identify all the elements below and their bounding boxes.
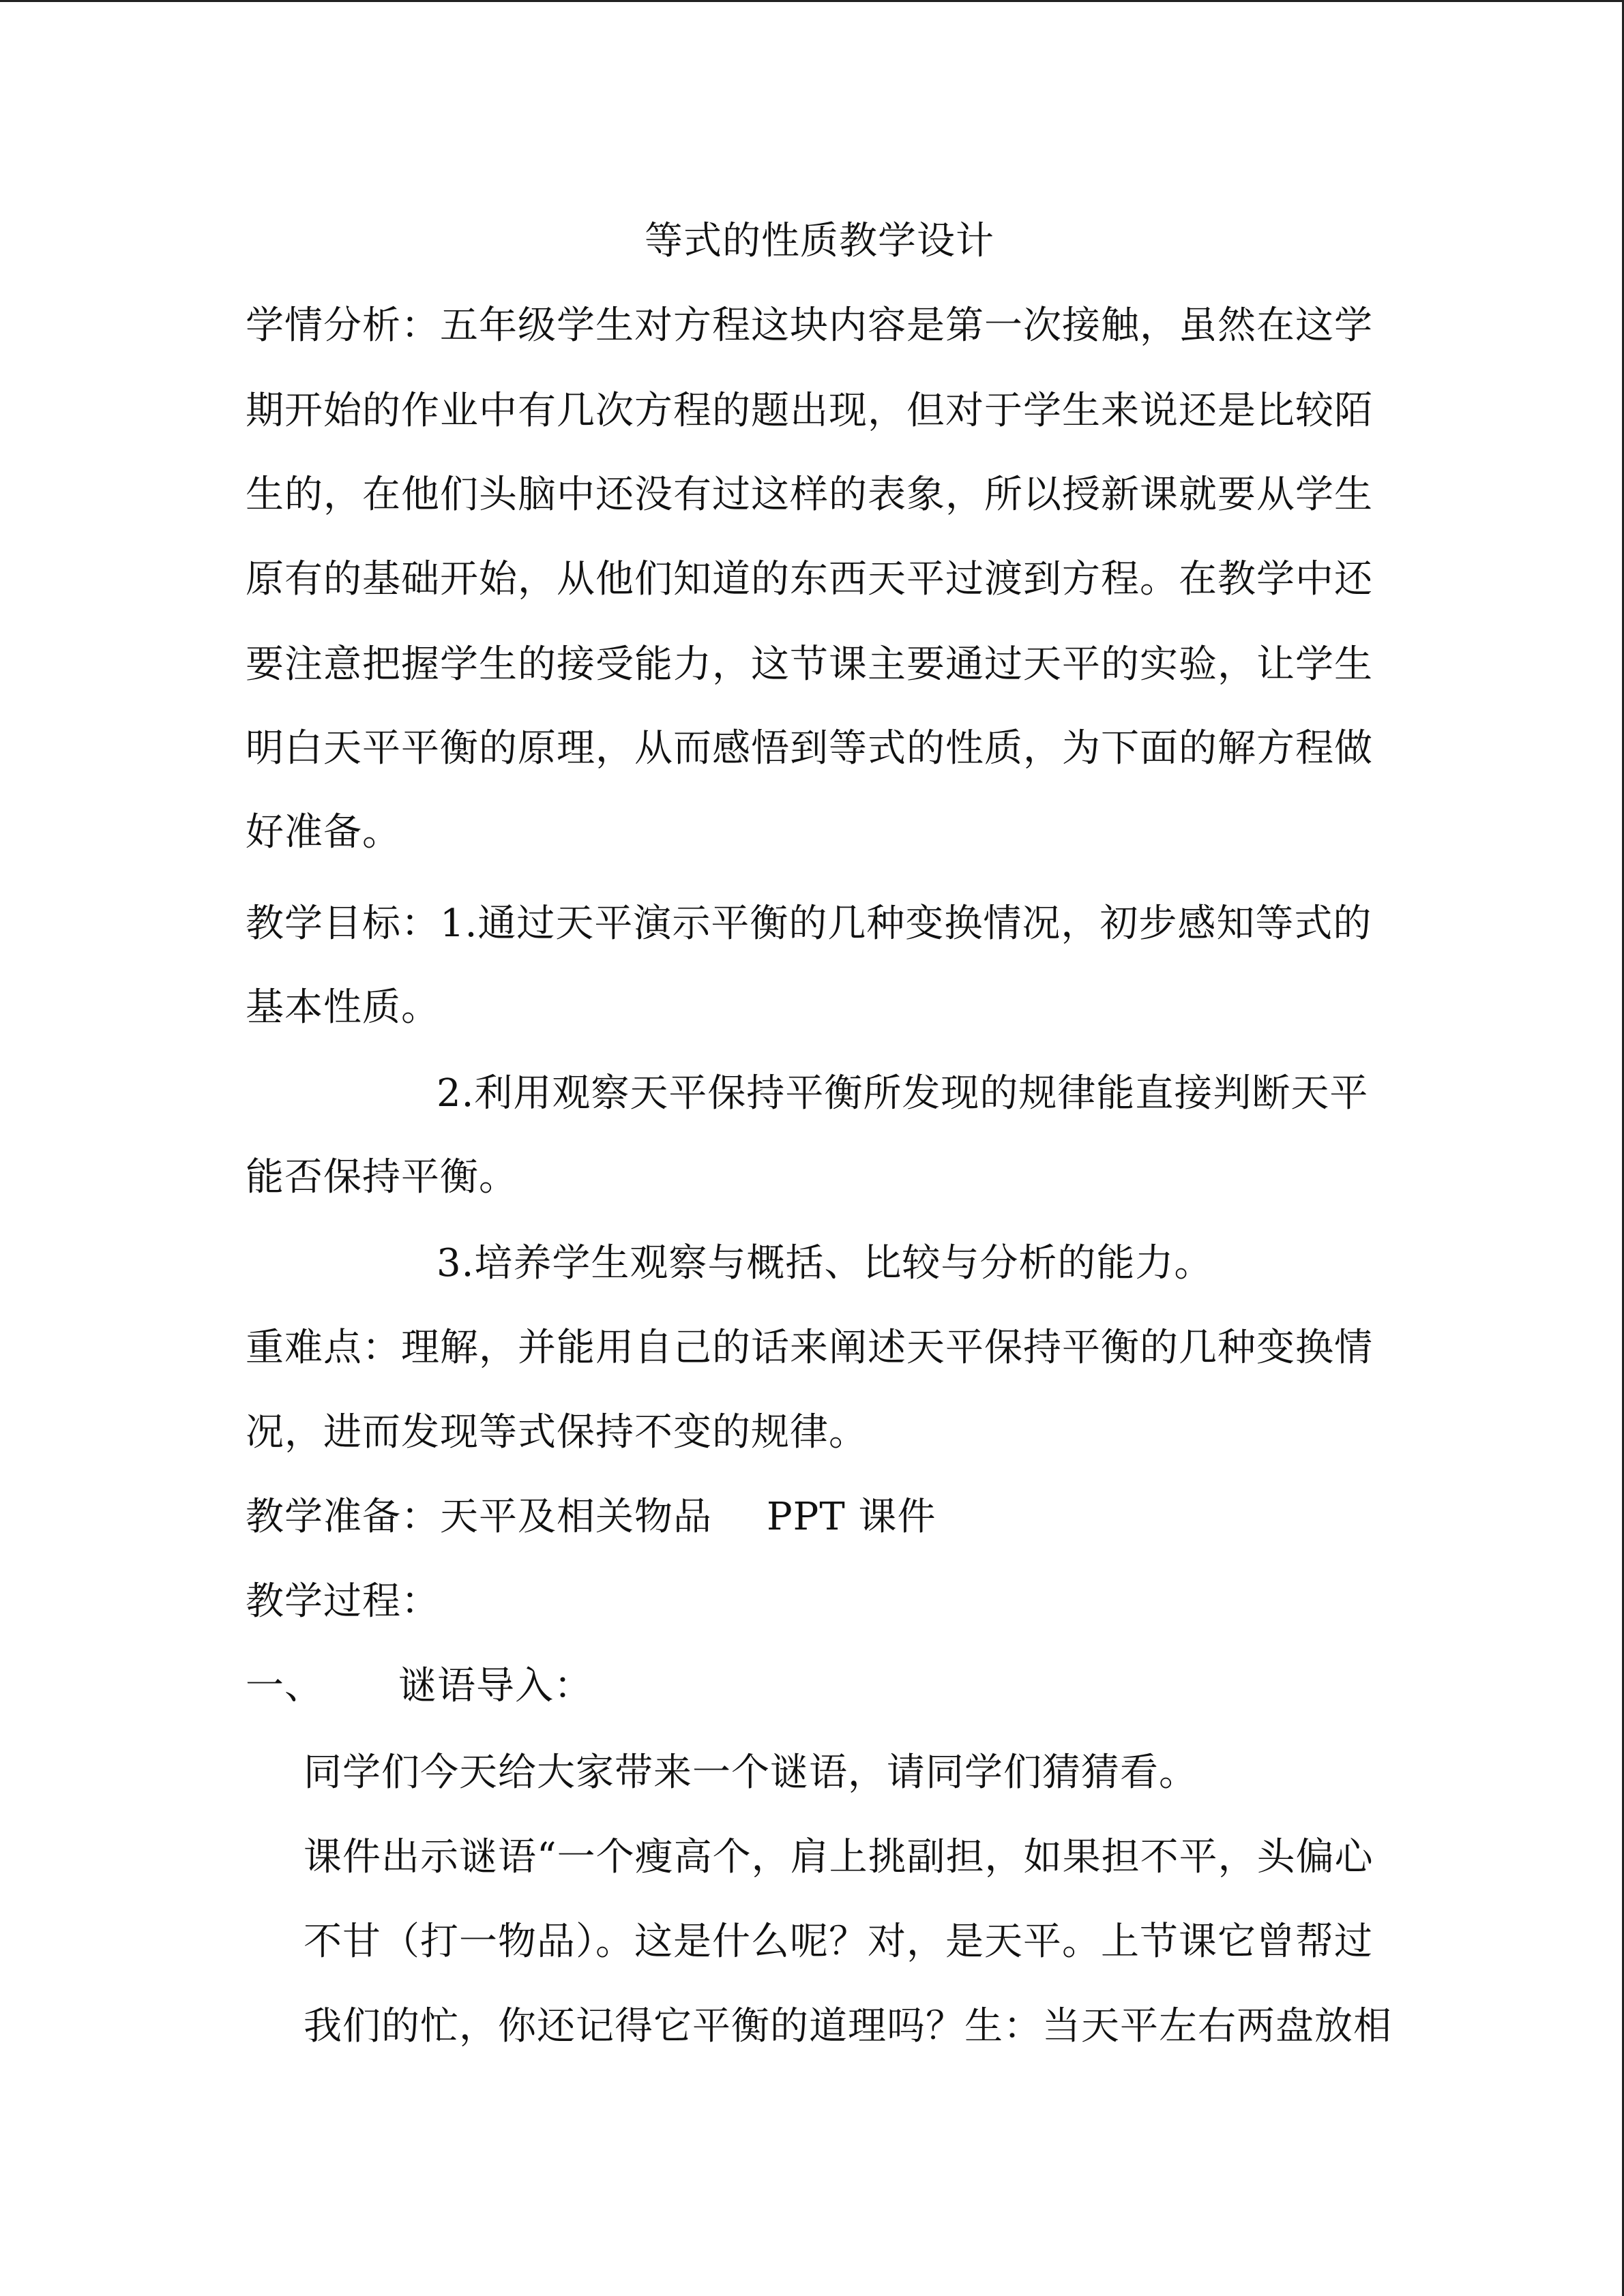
paragraph-line: 课件出示谜语“一个瘦高个，肩上挑副担，如果担不平，头偏心 [304, 1835, 1374, 1879]
paragraph-line: 不甘（打一物品）。这是什么呢？对，是天平。上节课它曾帮过 [304, 1920, 1373, 1964]
paragraph-line: 我们的忙，你还记得它平衡的道理吗？生：当天平左右两盘放相 [304, 2004, 1392, 2048]
paragraph-line: 明白天平平衡的原理，从而感悟到等式的性质，为下面的解方程做 [246, 726, 1373, 771]
section-title: 谜语导入： [398, 1664, 593, 1708]
paragraph-line [246, 1493, 936, 1541]
paragraph-line: 况，进而发现等式保持不变的规律。 [246, 1410, 868, 1455]
paragraph-line: 重难点：理解，并能用自己的话来阐述天平保持平衡的几种变换情 [246, 1326, 1373, 1370]
paragraph-line: 2.利用观察天平保持平衡所发现的规律能直接判断天平 [437, 1071, 1369, 1116]
paragraph-line: 学情分析：五年级学生对方程这块内容是第一次接触，虽然在这学 [246, 303, 1373, 348]
paragraph-line: 3.培养学生观察与概括、比较与分析的能力。 [437, 1241, 1213, 1285]
paragraph-line: 同学们今天给大家带来一个谜语，请同学们猜猜看。 [304, 1750, 1198, 1795]
preparation-ppt: PPT 课件 [767, 1495, 936, 1539]
paragraph-line: 期开始的作业中有几次方程的题出现，但对于学生来说还是比较陌 [246, 389, 1373, 433]
paragraph-line: 教学目标：1.通过天平演示平衡的几种变换情况，初步感知等式的 [246, 901, 1372, 946]
paragraph-line: 生的，在他们头脑中还没有过这样的表象，所以授新课就要从学生 [246, 473, 1373, 517]
section-number: 一、 [246, 1664, 323, 1708]
document-title: 等式的性质教学设计 [645, 219, 994, 263]
section-heading [246, 1663, 593, 1710]
paragraph-line: 好准备。 [246, 810, 401, 854]
paragraph-line: 基本性质。 [246, 985, 440, 1030]
section-heading: 教学过程： [246, 1579, 440, 1624]
preparation-label: 教学准备：天平及相关物品 [246, 1495, 712, 1539]
paragraph-line: 要注意把握学生的接受能力，这节课主要通过天平的实验，让学生 [246, 642, 1373, 687]
paragraph-line: 能否保持平衡。 [246, 1155, 518, 1199]
paragraph-line: 原有的基础开始，从他们知道的东西天平过渡到方程。在教学中还 [246, 557, 1373, 601]
